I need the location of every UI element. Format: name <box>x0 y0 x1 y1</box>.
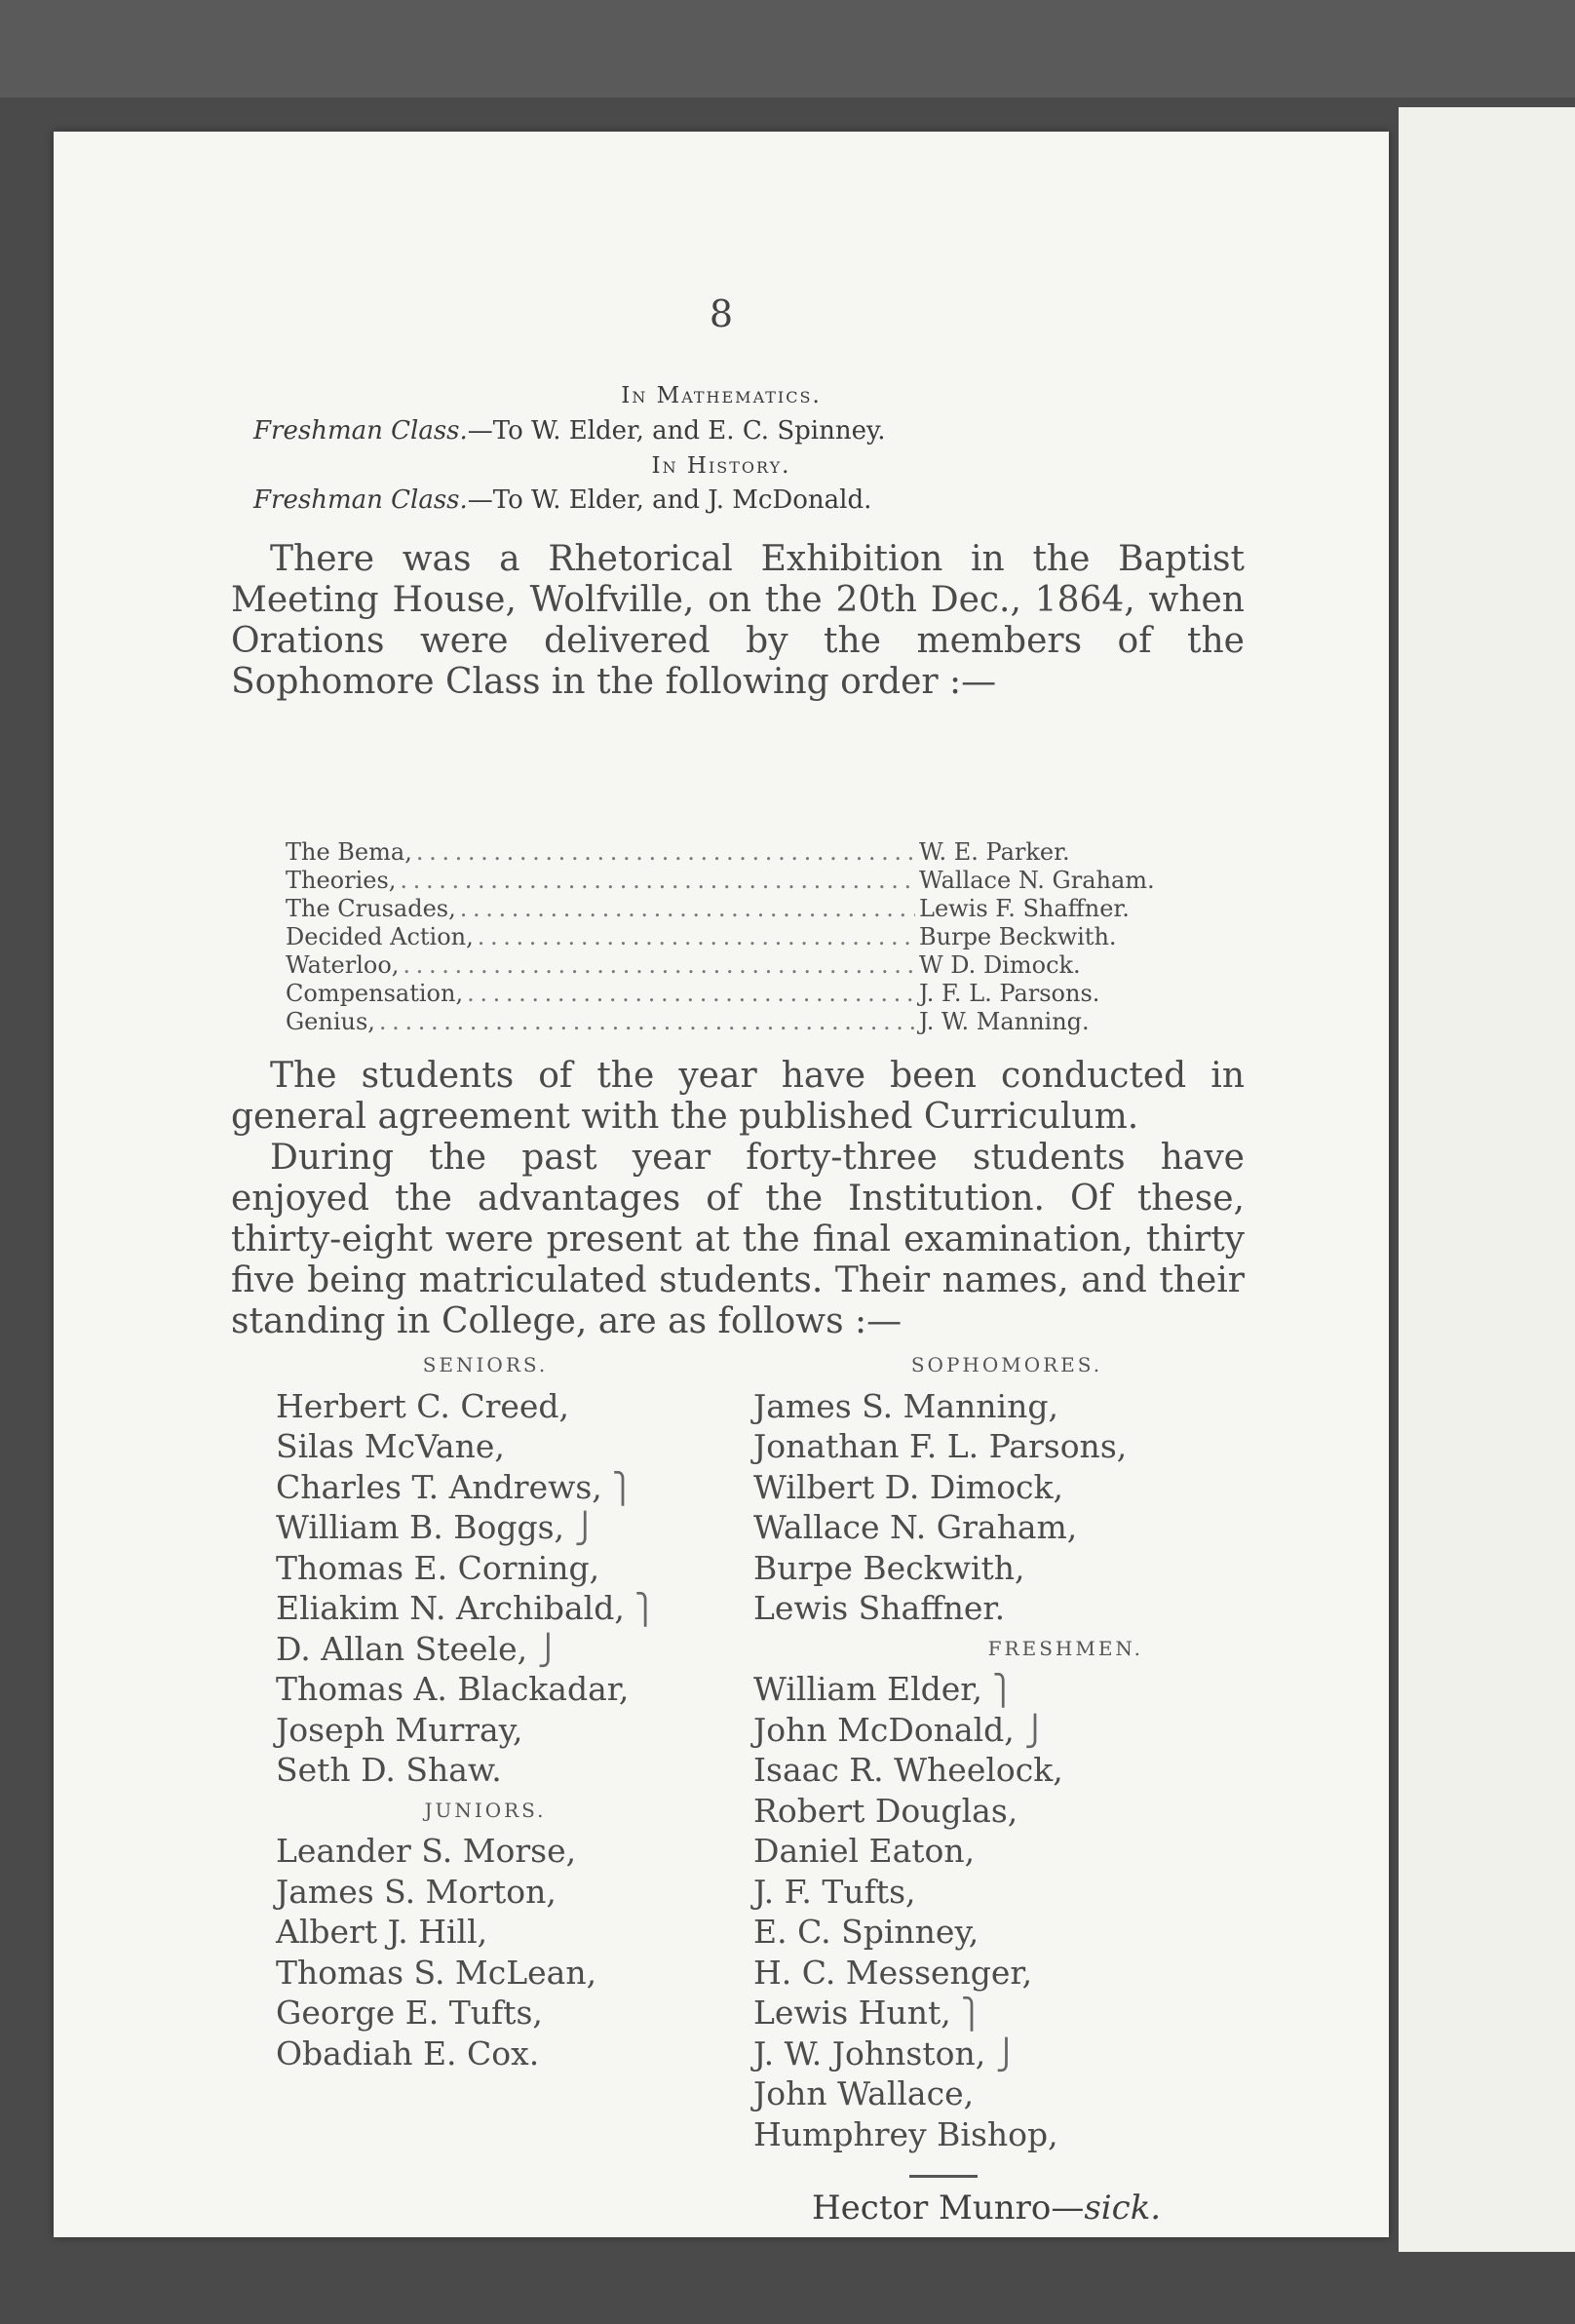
mathematics-heading: In Mathematics. <box>621 383 822 408</box>
oration-row <box>286 1008 1211 1036</box>
student-name: Burpe Beckwith, <box>753 1548 1025 1587</box>
oration-title: Waterloo, <box>286 951 400 979</box>
student-name: Thomas S. McLean, <box>276 1953 597 1992</box>
oration-speaker: W D. Dimock. <box>919 951 1081 979</box>
mathematics-prize <box>253 416 885 445</box>
student-name: Seth D. Shaw. <box>276 1751 502 1789</box>
juniors-heading: JUNIORS. <box>424 1798 547 1822</box>
oration-speaker: Lewis F. Shaffner. <box>919 895 1130 922</box>
student-name-text: Charles T. Andrews, <box>276 1467 602 1506</box>
student-name: Daniel Eaton, <box>753 1832 976 1870</box>
prize-text: —To W. Elder, and J. McDonald. <box>467 485 872 515</box>
student-name: Obadiah E. Cox. <box>276 2034 540 2072</box>
oration-title: The Bema, <box>286 838 412 866</box>
student-name-text: J. W. Johnston, <box>753 2034 986 2072</box>
oration-title: Theories, <box>286 867 397 894</box>
student-name: Silas McVane, <box>276 1427 505 1465</box>
student-name: Robert Douglas, <box>753 1791 1018 1830</box>
student-name: Humphrey Bishop, <box>753 2114 1058 2153</box>
brace-top-icon: ⎫ <box>634 1593 657 1627</box>
student-name: Joseph Murray, <box>276 1710 523 1749</box>
student-name: Thomas A. Blackadar, <box>276 1670 630 1708</box>
history-heading: In History. <box>651 453 791 479</box>
prize-text: —To W. Elder, and E. C. Spinney. <box>467 416 886 445</box>
student-name <box>276 1629 695 1670</box>
student-name: H. C. Messenger, <box>753 1953 1033 1992</box>
oration-speaker: W. E. Parker. <box>919 838 1070 866</box>
oration-row <box>286 951 1211 980</box>
student-name-text: William Elder, <box>753 1670 982 1708</box>
student-name-text: Eliakim N. Archibald, <box>276 1589 625 1627</box>
sick-student-name: Hector Munro— <box>812 2188 1085 2227</box>
student-name <box>753 1669 1260 1710</box>
sick-label: sick. <box>1084 2188 1162 2227</box>
student-name: E. C. Spinney, <box>753 1913 980 1951</box>
prize-class-label: Freshman Class. <box>253 416 468 445</box>
student-name <box>753 2034 1260 2074</box>
scanner-backdrop <box>0 0 1575 97</box>
student-name <box>276 1467 695 1508</box>
oration-speaker: Burpe Beckwith. <box>919 923 1117 950</box>
student-name: Lewis Shaffner. <box>753 1589 1006 1627</box>
student-name: James S. Manning, <box>753 1386 1058 1425</box>
student-name <box>753 1993 1260 2034</box>
student-name: Jonathan F. L. Parsons, <box>753 1427 1128 1465</box>
student-name: Herbert C. Creed, <box>276 1386 570 1425</box>
student-name <box>753 1710 1260 1751</box>
exhibition-paragraph: There was a Rhetorical Exhibition in the Baptist Meeting House, Wolfville, on the 20th Dec., 1864, when Orations were delivered by the members of the Sophomore Class in the following order :— <box>231 539 1245 702</box>
leader-dots <box>416 838 915 867</box>
page-number: 8 <box>709 292 734 335</box>
oration-row <box>286 980 1211 1008</box>
students-paragraph: During the past year forty-three students have enjoyed the advantages of the Institution. Of these, thirty-eight were present at the final examination, thirty five being matriculated students. Their names, and their standing in College, are as follows :— <box>231 1138 1245 1341</box>
oration-speaker: J. W. Manning. <box>919 1008 1090 1035</box>
page-content <box>54 132 1389 2237</box>
sick-student-note <box>812 2188 1161 2227</box>
leader-dots <box>400 867 915 895</box>
orations-list <box>286 838 1211 1036</box>
brace-bottom-icon: ⎭ <box>1023 1714 1047 1749</box>
student-name: Isaac R. Wheelock, <box>753 1751 1063 1789</box>
student-name: Thomas E. Corning, <box>276 1548 600 1587</box>
oration-title: Genius, <box>286 1008 375 1035</box>
oration-row <box>286 895 1211 923</box>
brace-bottom-icon: ⎭ <box>995 2037 1018 2072</box>
student-name-text: William B. Boggs, <box>276 1508 565 1546</box>
sophomores-heading: SOPHOMORES. <box>910 1353 1103 1376</box>
curriculum-paragraph: The students of the year have been conducted in general agreement with the published Curriculum. <box>231 1056 1245 1137</box>
leader-dots <box>467 980 915 1008</box>
brace-top-icon: ⎫ <box>611 1471 634 1506</box>
student-name-text: D. Allan Steele, <box>276 1629 528 1668</box>
student-name <box>276 1588 695 1629</box>
freshmen-heading: FRESHMEN. <box>987 1636 1143 1660</box>
brace-bottom-icon: ⎭ <box>574 1512 596 1546</box>
document-page <box>54 132 1389 2237</box>
separator-rule <box>909 2175 978 2178</box>
oration-row <box>286 838 1211 867</box>
seniors-heading: SENIORS. <box>422 1353 549 1376</box>
student-name-text: John McDonald, <box>753 1710 1015 1749</box>
student-name: George E. Tufts, <box>276 1994 543 2032</box>
student-name: Leander S. Morse, <box>276 1832 577 1870</box>
brace-top-icon: ⎫ <box>960 1997 983 2032</box>
student-name: Wallace N. Graham, <box>753 1508 1078 1546</box>
oration-row <box>286 867 1211 895</box>
student-name: John Wallace, <box>753 2074 975 2112</box>
student-name: James S. Morton, <box>276 1872 557 1911</box>
oration-speaker: J. F. L. Parsons. <box>919 980 1100 1007</box>
oration-title: Decided Action, <box>286 923 474 950</box>
right-column <box>753 1345 1260 2154</box>
student-name-text: Lewis Hunt, <box>753 1994 951 2032</box>
oration-title: The Crusades, <box>286 895 456 922</box>
student-name <box>276 1507 695 1548</box>
brace-bottom-icon: ⎭ <box>537 1633 559 1668</box>
leader-dots <box>460 895 915 923</box>
brace-top-icon: ⎫ <box>991 1674 1015 1708</box>
prize-class-label: Freshman Class. <box>253 485 468 515</box>
oration-row <box>286 923 1211 951</box>
leader-dots <box>478 923 915 951</box>
leader-dots <box>379 1008 915 1036</box>
oration-speaker: Wallace N. Graham. <box>919 867 1155 894</box>
student-name: J. F. Tufts, <box>753 1872 916 1911</box>
student-name: Albert J. Hill, <box>276 1913 488 1951</box>
facing-page-edge <box>1399 107 1575 2252</box>
student-name: Wilbert D. Dimock, <box>753 1467 1064 1506</box>
leader-dots <box>403 951 915 980</box>
left-column <box>276 1345 695 2073</box>
history-prize <box>253 485 871 515</box>
oration-title: Compensation, <box>286 980 464 1007</box>
